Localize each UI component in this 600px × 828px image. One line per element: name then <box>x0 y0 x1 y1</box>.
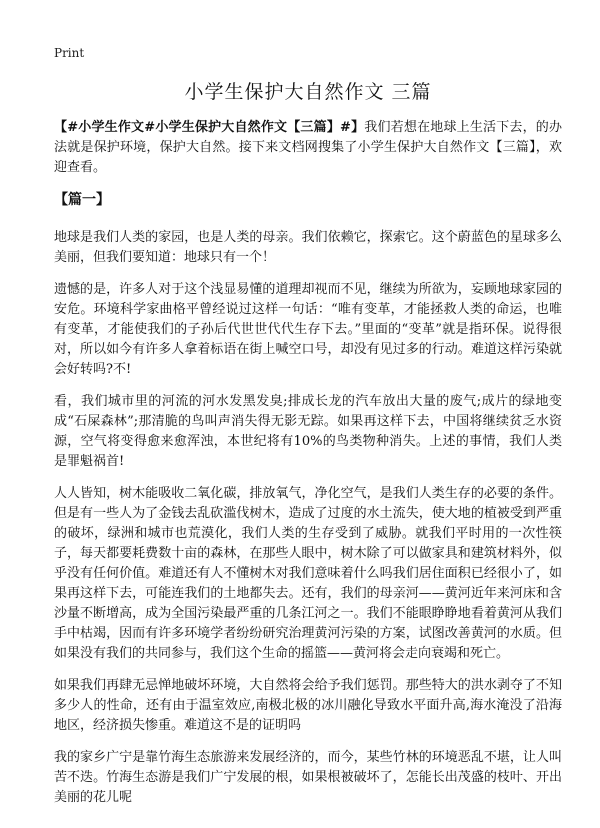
body-paragraph: 遗憾的是，许多人对于这个浅显易懂的道理却视而不见，继续为所欲为，妄顾地球家园的安危。环境科学家曲格平曾经说过这样一句话：“唯有变革，才能拯救人类的命运，也唯有变革，才能使我们的子孙后代世世代代生存下去。”里面的“变革”就是指环保。说得很对，所以如今有许多人拿着标语在街上喊空口号，却没有见过多的行动。难道这样污染就会好转吗?不! <box>54 282 562 377</box>
section-heading: 【篇一】 <box>54 192 110 208</box>
print-link[interactable]: Print <box>54 46 85 60</box>
body-paragraph: 地球是我们人类的家园，也是人类的母亲。我们依赖它，探索它。这个蔚蓝色的星球多么美丽，但我们要知道：地球只有一个！ <box>54 230 562 265</box>
intro-tag-text: 【#小学生作文#小学生保护大自然作文【三篇】#】 <box>54 120 365 135</box>
body-paragraph: 人人皆知，树木能吸收二氧化碳，排放氧气，净化空气，是我们人类生存的必要的条件。但是有一些人为了金钱去乱砍滥伐树木，造成了过度的水土流失，使大地的植被受到严重的破坏，绿洲和城市也荒漠化，我们人类的生存受到了威胁。就我们平时用的一次性筷子，每天都要耗费数十亩的森林，在那些人眼中，树木除了可以做家具和建筑材料外，似乎没有任何价值。难道还有人不懂树木对我们意味着什么吗我们居住面积已经很小了，如果再这样下去，可能连我们的土地都失去。还有，我们的母亲河——黄河近年来河床和含沙量不断增高，成为全国污染最严重的几条江河之一。我们不能眼睁睁地看着黄河从我们手中枯竭，因而有许多环境学者纷纷研究治理黄河污染的方案，试图改善黄河的水质。但如果没有我们的共同参与，我们这个生命的摇篮——黄河将会走向衰竭和死亡。 <box>54 486 562 661</box>
body-paragraph: 我的家乡广宁是靠竹海生态旅游来发展经济的，而今，某些竹林的环境恶乱不堪，让人叫苦不迭。竹海生态游是我们广宁发展的根，如果根被破坏了，怎能长出茂盛的枝叶、开出美丽的花儿呢 <box>54 750 562 805</box>
intro-text: 我们若想在地球上生活下去，的办法就是保护环境，保护大自然。接下来文档网搜集了小学生保护大自然作文【三篇】，欢迎查看。 <box>54 120 562 175</box>
body-paragraph: 如果我们再肆无忌惮地破坏环境，大自然将会给予我们惩罚。那些特大的洪水剥夺了不知多少人的性命，还有由于温室效应,南极北极的冰川融化导致水平面升高,海水淹没了沿海地区，经济损失惨重。难道这不是的证明吗 <box>54 678 562 733</box>
document-title: 小学生保护大自然作文 三篇 <box>184 81 432 103</box>
body-paragraph: 看，我们城市里的河流的河水发黑发臭;排成长龙的汽车放出大量的废气;成片的绿地变成“石屎森林”;那清脆的鸟叫声消失得无影无踪。如果再这样下去，中国将继续贫乏水资源，空气将变得愈来愈浑浊，本世纪将有10%的鸟类物种消失。上述的事情，我们人类是罪魁祸首! <box>54 394 562 469</box>
intro-paragraph <box>54 118 562 178</box>
